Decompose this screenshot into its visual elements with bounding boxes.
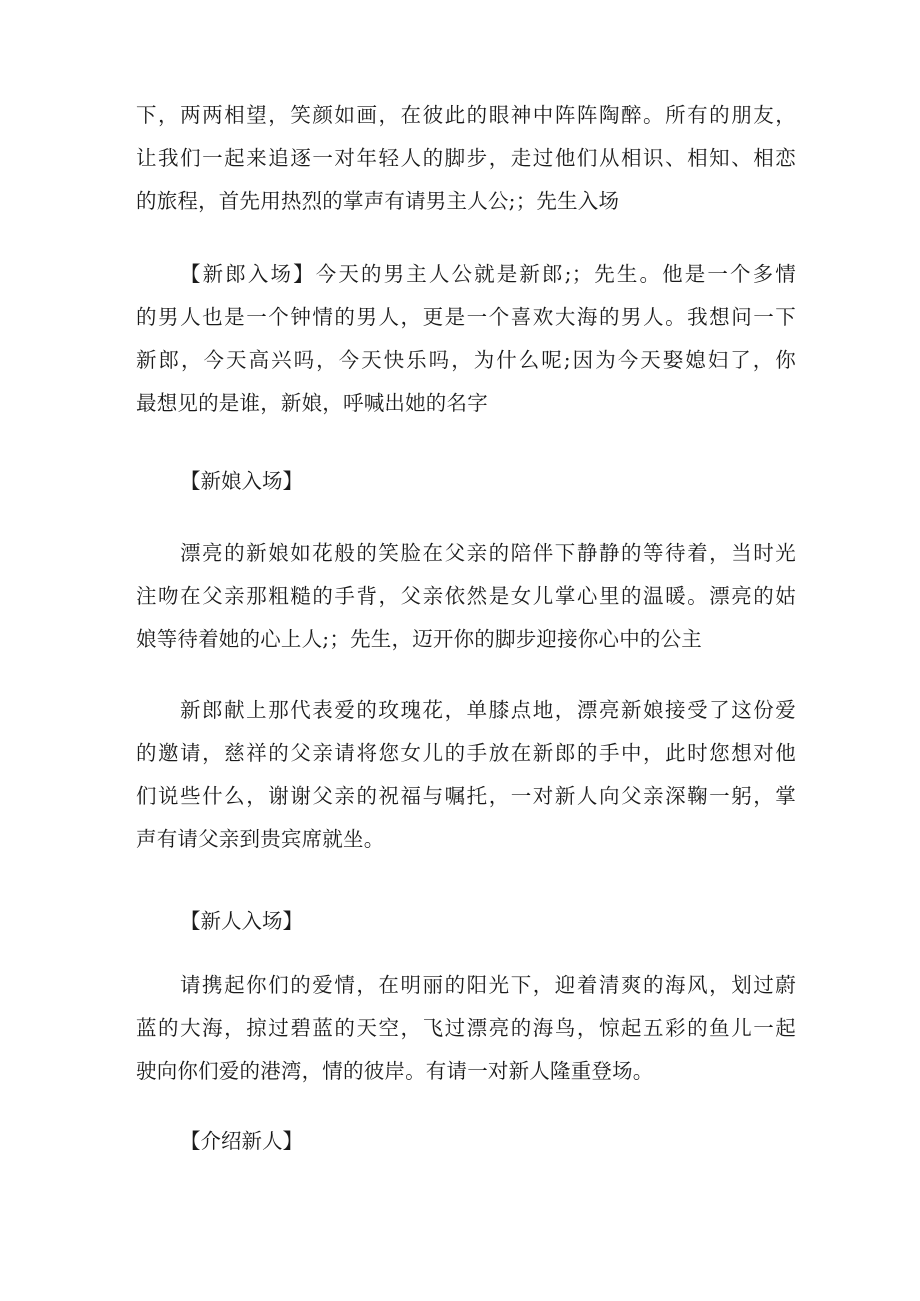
text-line: 下，两两相望，笑颜如画，在彼此的眼神中阵阵陶醉。所有的朋友， bbox=[136, 103, 796, 127]
section-heading-bride-entrance: 【新娘入场】 bbox=[180, 469, 303, 493]
text-line: 新郎献上那代表爱的玫瑰花，单膝点地，漂亮新娘接受了这份爱 bbox=[180, 698, 796, 722]
text-line: 娘等待着她的心上人;；先生，迈开你的脚步迎接你心中的公主 bbox=[136, 627, 703, 651]
paragraph-groom-entrance bbox=[136, 253, 796, 425]
text-line: 最想见的是谁，新娘，呼喊出她的名字 bbox=[136, 391, 488, 415]
paragraph-intro bbox=[136, 94, 796, 223]
text-line: 漂亮的新娘如花般的笑脸在父亲的陪伴下静静的等待着，当时光 bbox=[180, 541, 796, 565]
text-line: 们说些什么，谢谢父亲的祝福与嘱托，一对新人向父亲深鞠一躬，掌 bbox=[136, 784, 796, 808]
text-line: 声有请父亲到贵宾席就坐。 bbox=[136, 827, 385, 851]
text-line: 的男人也是一个钟情的男人，更是一个喜欢大海的男人。我想问一下 bbox=[136, 305, 796, 329]
text-line: 新郎，今天高兴吗，今天快乐吗，为什么呢;因为今天娶媳妇了，你 bbox=[136, 348, 796, 372]
text-line: 注吻在父亲那粗糙的手背，父亲依然是女儿掌心里的温暖。漂亮的姑 bbox=[136, 584, 796, 608]
paragraph-rose-father bbox=[136, 689, 796, 861]
text-line: 的邀请，慈祥的父亲请将您女儿的手放在新郎的手中，此时您想对他 bbox=[136, 741, 796, 765]
text-line: 让我们一起来追逐一对年轻人的脚步，走过他们从相识、相知、相恋 bbox=[136, 146, 796, 170]
section-heading-couple-entrance: 【新人入场】 bbox=[180, 909, 303, 933]
section-heading-introduce-couple: 【介绍新人】 bbox=[180, 1129, 303, 1153]
text-line: 蓝的大海，掠过碧蓝的天空，飞过漂亮的海鸟，惊起五彩的鱼儿一起 bbox=[136, 1016, 796, 1040]
text-line: 驶向你们爱的港湾，情的彼岸。有请一对新人隆重登场。 bbox=[136, 1059, 654, 1083]
text-line: 【新郎入场】今天的男主人公就是新郎;；先生。他是一个多情 bbox=[180, 262, 796, 286]
paragraph-couple-entrance bbox=[136, 964, 796, 1093]
text-line: 请携起你们的爱情，在明丽的阳光下，迎着清爽的海风，划过蔚 bbox=[180, 973, 796, 997]
paragraph-bride-waiting bbox=[136, 532, 796, 661]
text-line: 的旅程，首先用热烈的掌声有请男主人公;；先生入场 bbox=[136, 189, 620, 213]
